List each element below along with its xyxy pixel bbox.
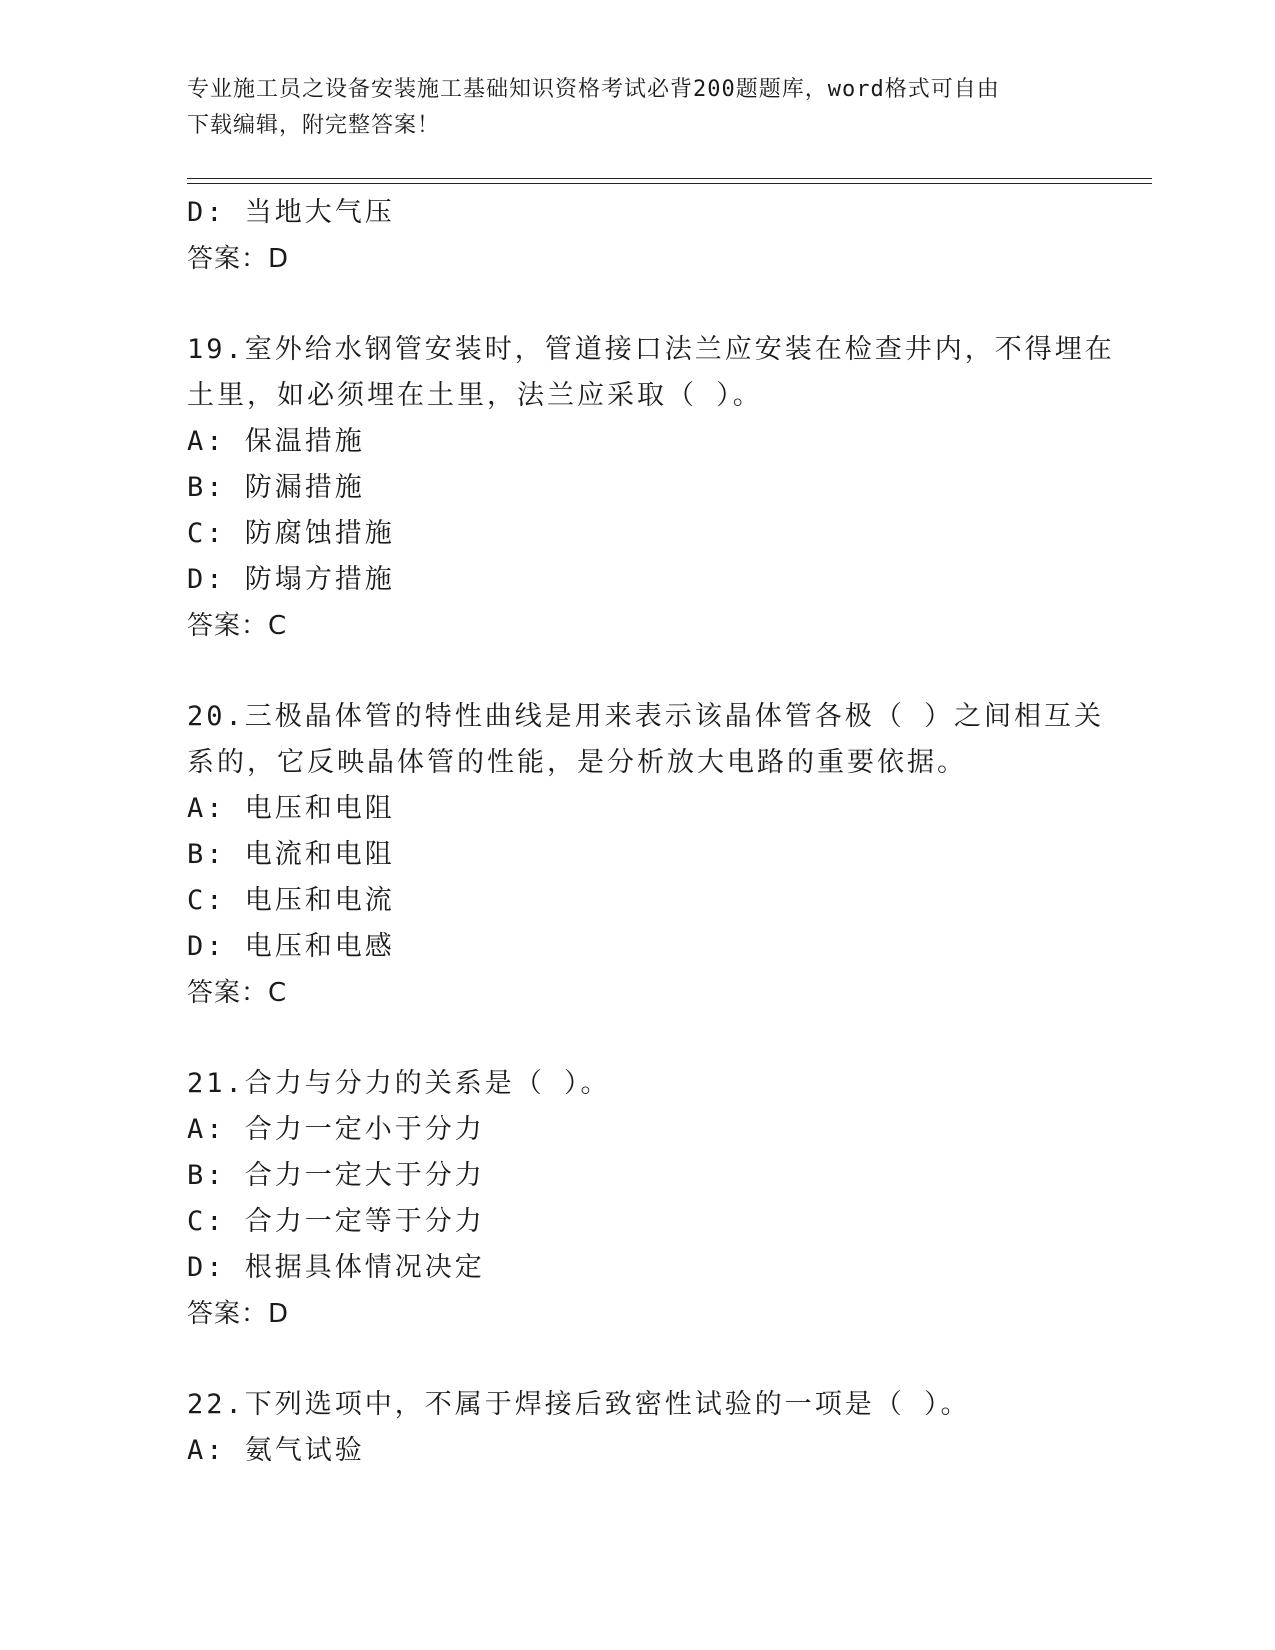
option-b: B: 合力一定大于分力 [187, 1160, 485, 1191]
question-stem: 21.合力与分力的关系是（ ）。 [187, 1068, 611, 1099]
question-stem-cont: 土里，如必须埋在土里，法兰应采取（ ）。 [187, 380, 763, 411]
option-b: B: 防漏措施 [187, 472, 365, 503]
question-18-tail [187, 190, 1087, 282]
option-c: C: 合力一定等于分力 [187, 1206, 485, 1237]
option-c: C: 防腐蚀措施 [187, 518, 395, 549]
answer: 答案：C [187, 978, 288, 1008]
question-list [187, 190, 1115, 1474]
question-stem: 19.室外给水钢管安装时，管道接口法兰应安装在检查井内，不得埋在 [187, 334, 1115, 365]
option-c: C: 电压和电流 [187, 885, 395, 916]
question-stem: 22.下列选项中，不属于焊接后致密性试验的一项是（ ）。 [187, 1389, 971, 1420]
answer: 答案：D [187, 1299, 290, 1329]
header-divider-top [187, 178, 1152, 179]
question-21 [187, 1061, 1087, 1337]
question-19 [187, 327, 1115, 649]
option-b: B: 电流和电阻 [187, 839, 395, 870]
header-line-1: 专业施工员之设备安装施工基础知识资格考试必背200题题库，word格式可自由 [187, 77, 1000, 102]
question-22 [187, 1382, 1087, 1474]
question-20 [187, 694, 1105, 1016]
option-d: D: 当地大气压 [187, 197, 395, 228]
header-line-2: 下载编辑，附完整答案！ [187, 113, 441, 138]
answer: 答案：C [187, 611, 288, 641]
option-a: A: 合力一定小于分力 [187, 1114, 485, 1145]
option-a: A: 保温措施 [187, 426, 365, 457]
question-stem: 20.三极晶体管的特性曲线是用来表示该晶体管各极（ ）之间相互关 [187, 701, 1105, 732]
option-d: D: 防塌方措施 [187, 564, 395, 595]
question-stem-cont: 系的，它反映晶体管的性能，是分析放大电路的重要依据。 [187, 747, 967, 778]
option-a: A: 氨气试验 [187, 1435, 365, 1466]
document-header [187, 72, 1067, 144]
header-divider-bottom [187, 183, 1152, 184]
option-d: D: 根据具体情况决定 [187, 1252, 485, 1283]
answer: 答案：D [187, 244, 290, 274]
option-d: D: 电压和电感 [187, 931, 395, 962]
option-a: A: 电压和电阻 [187, 793, 395, 824]
